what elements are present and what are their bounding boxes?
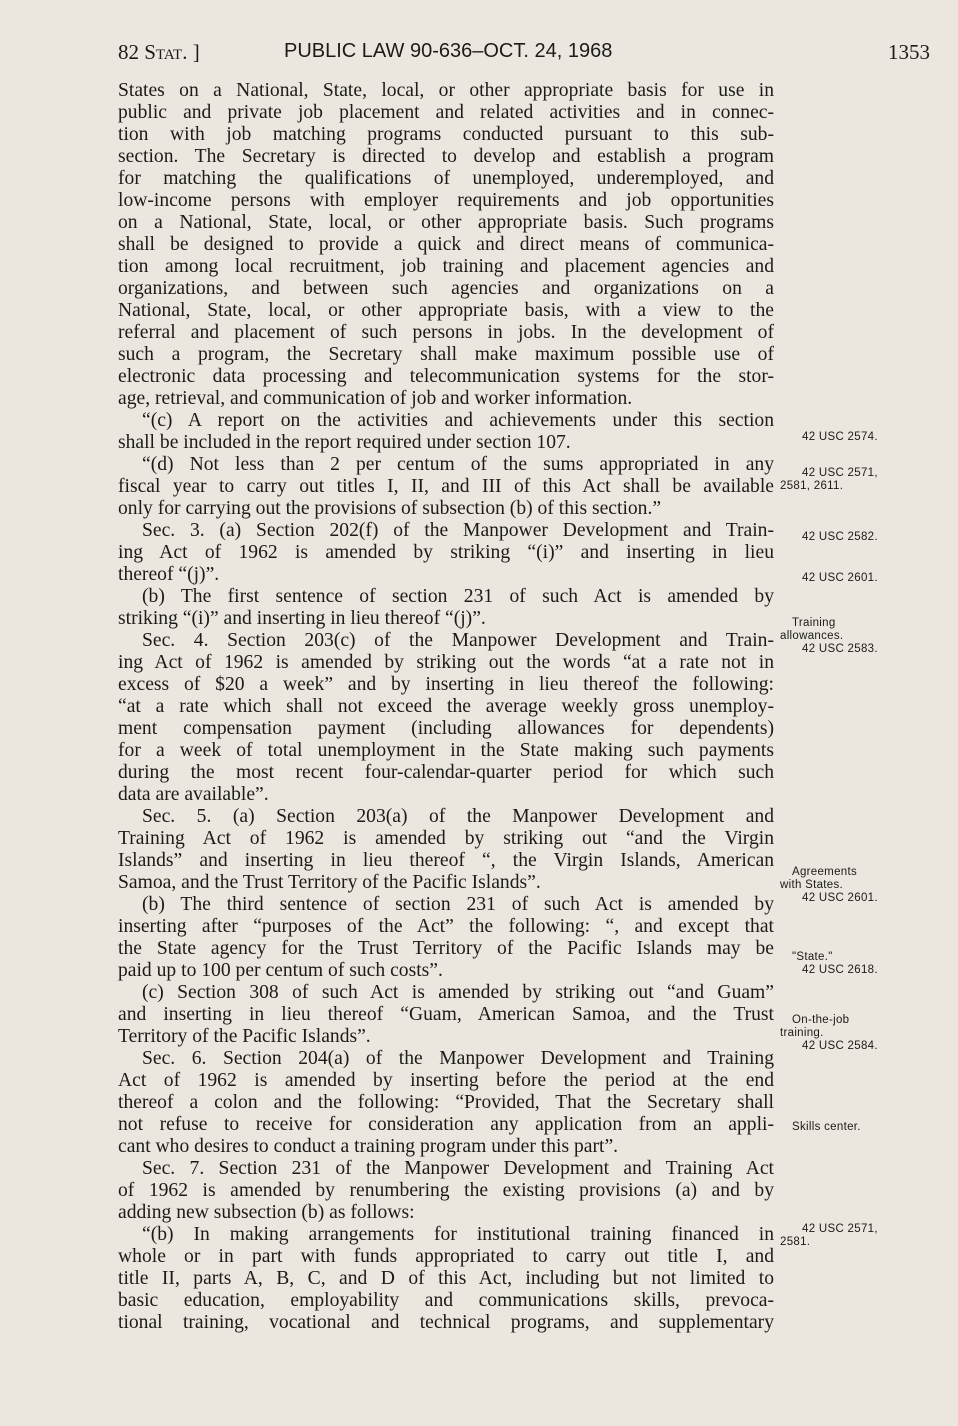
text-line: Sec. 6. Section 204(a) of the Manpower Development and Training [142,1048,774,1069]
text-line: ing Act of 1962 is amended by striking out the words “at a rate not in [118,652,774,673]
text-line: (b) The first sentence of section 231 of such Act is amended by [142,586,774,607]
text-line: organizations, and between such agencies and organizations on a [118,278,774,299]
text-line: shall be designed to provide a quick and direct means of communica- [118,234,774,255]
text-line: striking “(i)” and inserting in lieu thereof “(j)”. [118,608,486,629]
text-line: Sec. 5. (a) Section 203(a) of the Manpower Development and [142,806,774,827]
text-line: the State agency for the Trust Territory of the Pacific Islands may be [118,938,774,959]
text-line: fiscal year to carry out titles I, II, and III of this Act shall be available [118,476,774,497]
text-line: excess of $20 a week” and by inserting in lieu thereof the following: [118,674,774,695]
text-line: for matching the qualifications of unemployed, underemployed, and [118,168,774,189]
text-line: tion with job matching programs conducted pursuant to this sub- [118,124,774,145]
text-line: adding new subsection (b) as follows: [118,1202,415,1223]
text-line: “(b) In making arrangements for institutional training financed in [142,1224,774,1245]
text-line: not refuse to receive for consideration any application from an appli- [118,1114,774,1135]
header-title: PUBLIC LAW 90-636–OCT. 24, 1968 [284,40,613,62]
text-line: data are available”. [118,784,269,805]
text-line: shall be included in the report required under section 107. [118,432,571,453]
text-line: ing Act of 1962 is amended by striking “(i)” and inserting in lieu [118,542,774,563]
text-line: Sec. 3. (a) Section 202(f) of the Manpower Development and Train- [142,520,774,541]
text-line: electronic data processing and telecommunication systems for the stor- [118,366,774,387]
text-line: cant who desires to conduct a training program under this part”. [118,1136,619,1157]
text-line: National, State, local, or other appropriate basis, with a view to the [118,300,774,321]
text-line: for a week of total unemployment in the State making such payments [118,740,774,761]
text-line: States on a National, State, local, or other appropriate basis for use in [118,80,774,101]
text-line: Territory of the Pacific Islands”. [118,1026,371,1047]
margin-note: Skills center. [792,1121,861,1133]
page-header [118,40,930,70]
page-number: 1353 [888,40,930,64]
margin-note: 42 USC 2571, 2581, 2611. [780,467,878,492]
text-line: “at a rate which shall not exceed the average weekly gross unemploy- [118,696,774,717]
text-line: on a National, State, local, or other appropriate basis. Such programs [118,212,774,233]
margin-note: Agreements with States. 42 USC 2601. [780,866,878,904]
text-line: (c) Section 308 of such Act is amended by striking out “and Guam” [142,982,774,1003]
text-line: Sec. 7. Section 231 of the Manpower Development and Training Act [142,1158,774,1179]
text-line: Islands” and inserting in lieu thereof “, the Virgin Islands, American [118,850,774,871]
text-line: “(c) A report on the activities and achievements under this section [142,410,774,431]
text-line: thereof a colon and the following: “Provided, That the Secretary shall [118,1092,774,1113]
text-line: section. The Secretary is directed to develop and establish a program [118,146,774,167]
text-line: of 1962 is amended by renumbering the existing provisions (a) and by [118,1180,774,1201]
text-line: basic education, employability and communications skills, prevoca- [118,1290,774,1311]
text-line: paid up to 100 per centum of such costs”. [118,960,443,981]
text-line: tional training, vocational and technical programs, and supplementary [118,1312,774,1333]
text-line: age, retrieval, and communication of job and worker information. [118,388,633,409]
text-line: during the most recent four-calendar-quarter period for which such [118,762,774,783]
text-line: inserting after “purposes of the Act” the following: “, and except that [118,916,774,937]
margin-note: "State." 42 USC 2618. [792,951,878,976]
text-line: low-income persons with employer requirements and job opportunities [118,190,774,211]
text-line: Training Act of 1962 is amended by striking out “and the Virgin [118,828,774,849]
text-line: “(d) Not less than 2 per centum of the sums appropriated in any [142,454,774,475]
text-line: title II, parts A, B, C, and D of this Act, including but not limited to [118,1268,774,1289]
text-line: public and private job placement and related activities and in connec- [118,102,774,123]
margin-note: Training allowances. 42 USC 2583. [780,617,878,655]
header-volume: 82 Stat. ] [118,40,200,64]
margin-note: 42 USC 2571, 2581. [780,1223,878,1248]
text-line: (b) The third sentence of section 231 of such Act is amended by [142,894,774,915]
text-line: Act of 1962 is amended by inserting before the period at the end [118,1070,774,1091]
text-line: Sec. 4. Section 203(c) of the Manpower Development and Train- [142,630,774,651]
text-line: thereof “(j)”. [118,564,220,585]
text-line: such a program, the Secretary shall make maximum possible use of [118,344,774,365]
margin-note: 42 USC 2601. [802,572,878,584]
text-line: only for carrying out the provisions of subsection (b) of this section.” [118,498,662,519]
text-line: and inserting in lieu thereof “Guam, American Samoa, and the Trust [118,1004,774,1025]
margin-note: On-the-job training. 42 USC 2584. [780,1014,878,1052]
margin-note: 42 USC 2574. [802,431,878,443]
text-line: whole or in part with funds appropriated to carry out title I, and [118,1246,774,1267]
text-line: ment compensation payment (including allowances for dependents) [118,718,774,739]
text-line: Samoa, and the Trust Territory of the Pacific Islands”. [118,872,541,893]
margin-note: 42 USC 2582. [802,531,878,543]
text-line: tion among local recruitment, job training and placement agencies and [118,256,774,277]
text-line: referral and placement of such persons in jobs. In the development of [118,322,774,343]
